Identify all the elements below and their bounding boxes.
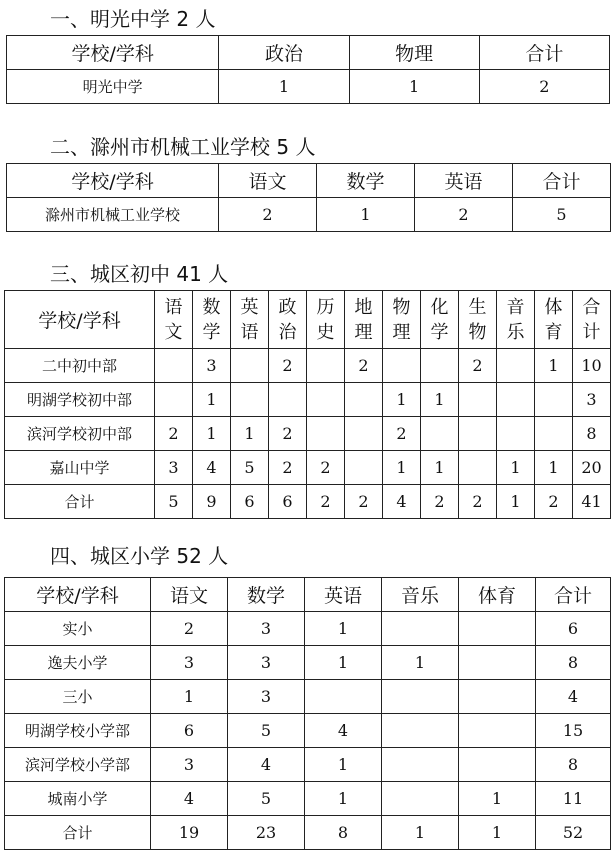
section-3-table bbox=[4, 290, 611, 519]
value-cell bbox=[345, 451, 383, 485]
value-cell: 1 bbox=[535, 349, 573, 383]
value-cell: 1 bbox=[349, 70, 479, 104]
value-cell bbox=[269, 383, 307, 417]
value-cell: 1 bbox=[459, 782, 536, 816]
header-cell: 英语 bbox=[305, 578, 382, 612]
value-cell bbox=[231, 349, 269, 383]
value-cell bbox=[382, 714, 459, 748]
value-cell: 1 bbox=[317, 198, 415, 232]
value-cell: 2 bbox=[535, 485, 573, 519]
value-cell: 41 bbox=[573, 485, 611, 519]
header-row bbox=[7, 36, 610, 70]
value-cell: 3 bbox=[573, 383, 611, 417]
value-cell: 3 bbox=[228, 612, 305, 646]
value-cell bbox=[459, 383, 497, 417]
header-cell: 合 计 bbox=[573, 291, 611, 349]
value-cell: 20 bbox=[573, 451, 611, 485]
value-cell: 1 bbox=[193, 417, 231, 451]
value-cell: 52 bbox=[536, 816, 611, 850]
table-row bbox=[7, 198, 611, 232]
value-cell: 2 bbox=[151, 612, 228, 646]
value-cell bbox=[345, 417, 383, 451]
table-row bbox=[5, 383, 611, 417]
value-cell: 10 bbox=[573, 349, 611, 383]
row-label: 明光中学 bbox=[7, 70, 219, 104]
value-cell: 8 bbox=[573, 417, 611, 451]
header-cell: 物理 bbox=[349, 36, 479, 70]
value-cell: 6 bbox=[231, 485, 269, 519]
value-cell bbox=[345, 383, 383, 417]
row-label: 明湖学校小学部 bbox=[5, 714, 151, 748]
value-cell: 6 bbox=[151, 714, 228, 748]
value-cell: 1 bbox=[305, 782, 382, 816]
value-cell bbox=[307, 349, 345, 383]
section-1-title: 一、明光中学 2 人 bbox=[50, 7, 216, 31]
value-cell: 4 bbox=[536, 680, 611, 714]
value-cell: 1 bbox=[151, 680, 228, 714]
header-cell: 语文 bbox=[219, 164, 317, 198]
value-cell: 1 bbox=[382, 646, 459, 680]
value-cell bbox=[535, 383, 573, 417]
row-label: 明湖学校初中部 bbox=[5, 383, 155, 417]
header-cell: 语 文 bbox=[155, 291, 193, 349]
value-cell: 3 bbox=[228, 646, 305, 680]
section-2-table bbox=[6, 163, 611, 232]
value-cell bbox=[459, 748, 536, 782]
header-cell: 化 学 bbox=[421, 291, 459, 349]
value-cell bbox=[382, 612, 459, 646]
value-cell bbox=[307, 417, 345, 451]
value-cell: 5 bbox=[231, 451, 269, 485]
value-cell: 1 bbox=[421, 383, 459, 417]
value-cell: 1 bbox=[305, 612, 382, 646]
value-cell: 1 bbox=[193, 383, 231, 417]
header-cell: 合计 bbox=[479, 36, 609, 70]
row-label: 二中初中部 bbox=[5, 349, 155, 383]
header-row bbox=[5, 291, 611, 349]
value-cell bbox=[459, 451, 497, 485]
value-cell: 1 bbox=[383, 451, 421, 485]
value-cell bbox=[497, 383, 535, 417]
value-cell: 1 bbox=[535, 451, 573, 485]
value-cell: 4 bbox=[383, 485, 421, 519]
value-cell: 1 bbox=[305, 748, 382, 782]
value-cell: 19 bbox=[151, 816, 228, 850]
row-label: 嘉山中学 bbox=[5, 451, 155, 485]
value-cell bbox=[155, 383, 193, 417]
value-cell bbox=[459, 646, 536, 680]
row-label: 合计 bbox=[5, 816, 151, 850]
section-2-title: 二、滁州市机械工业学校 5 人 bbox=[50, 135, 316, 159]
value-cell: 2 bbox=[155, 417, 193, 451]
value-cell: 11 bbox=[536, 782, 611, 816]
value-cell: 9 bbox=[193, 485, 231, 519]
value-cell: 2 bbox=[269, 349, 307, 383]
value-cell: 3 bbox=[155, 451, 193, 485]
header-cell: 音 乐 bbox=[497, 291, 535, 349]
value-cell: 6 bbox=[536, 612, 611, 646]
value-cell bbox=[459, 417, 497, 451]
value-cell: 2 bbox=[459, 485, 497, 519]
value-cell: 5 bbox=[228, 714, 305, 748]
value-cell: 2 bbox=[383, 417, 421, 451]
header-cell: 体 育 bbox=[535, 291, 573, 349]
header-cell: 生 物 bbox=[459, 291, 497, 349]
value-cell bbox=[535, 417, 573, 451]
table-row bbox=[5, 748, 611, 782]
value-cell bbox=[383, 349, 421, 383]
header-school-subject: 学校/学科 bbox=[5, 578, 151, 612]
value-cell: 2 bbox=[421, 485, 459, 519]
header-cell: 地 理 bbox=[345, 291, 383, 349]
section-3-title: 三、城区初中 41 人 bbox=[50, 262, 229, 286]
table-row bbox=[5, 612, 611, 646]
value-cell bbox=[305, 680, 382, 714]
value-cell: 1 bbox=[305, 646, 382, 680]
value-cell: 1 bbox=[497, 485, 535, 519]
header-school-subject: 学校/学科 bbox=[7, 164, 219, 198]
value-cell bbox=[497, 349, 535, 383]
table-row bbox=[7, 70, 610, 104]
value-cell bbox=[155, 349, 193, 383]
section-4-title: 四、城区小学 52 人 bbox=[50, 544, 229, 568]
table-row bbox=[5, 680, 611, 714]
header-cell: 物 理 bbox=[383, 291, 421, 349]
value-cell bbox=[307, 383, 345, 417]
value-cell bbox=[382, 748, 459, 782]
value-cell bbox=[382, 782, 459, 816]
value-cell bbox=[421, 349, 459, 383]
value-cell bbox=[497, 417, 535, 451]
value-cell: 2 bbox=[459, 349, 497, 383]
value-cell: 2 bbox=[415, 198, 513, 232]
value-cell: 4 bbox=[228, 748, 305, 782]
header-row bbox=[5, 578, 611, 612]
value-cell: 1 bbox=[219, 70, 349, 104]
value-cell bbox=[231, 383, 269, 417]
value-cell: 3 bbox=[151, 748, 228, 782]
header-cell: 合计 bbox=[536, 578, 611, 612]
value-cell: 5 bbox=[155, 485, 193, 519]
value-cell: 6 bbox=[269, 485, 307, 519]
row-label: 逸夫小学 bbox=[5, 646, 151, 680]
header-row bbox=[7, 164, 611, 198]
header-cell: 历 史 bbox=[307, 291, 345, 349]
value-cell: 4 bbox=[305, 714, 382, 748]
row-label: 滨河学校初中部 bbox=[5, 417, 155, 451]
value-cell bbox=[459, 680, 536, 714]
value-cell: 2 bbox=[219, 198, 317, 232]
value-cell: 8 bbox=[536, 748, 611, 782]
table-row bbox=[5, 451, 611, 485]
table-row bbox=[5, 816, 611, 850]
table-row bbox=[5, 646, 611, 680]
value-cell: 2 bbox=[269, 451, 307, 485]
value-cell: 2 bbox=[307, 451, 345, 485]
row-label: 三小 bbox=[5, 680, 151, 714]
value-cell: 3 bbox=[151, 646, 228, 680]
value-cell: 1 bbox=[497, 451, 535, 485]
value-cell: 1 bbox=[383, 383, 421, 417]
header-cell: 数学 bbox=[228, 578, 305, 612]
value-cell: 8 bbox=[536, 646, 611, 680]
header-cell: 政治 bbox=[219, 36, 349, 70]
header-cell: 数学 bbox=[317, 164, 415, 198]
table-row bbox=[5, 485, 611, 519]
table-row bbox=[5, 417, 611, 451]
header-school-subject: 学校/学科 bbox=[5, 291, 155, 349]
table-row bbox=[5, 714, 611, 748]
header-school-subject: 学校/学科 bbox=[7, 36, 219, 70]
value-cell: 5 bbox=[513, 198, 611, 232]
row-label: 合计 bbox=[5, 485, 155, 519]
value-cell bbox=[421, 417, 459, 451]
value-cell: 15 bbox=[536, 714, 611, 748]
value-cell: 2 bbox=[345, 485, 383, 519]
table-row bbox=[5, 782, 611, 816]
value-cell bbox=[459, 714, 536, 748]
value-cell: 1 bbox=[231, 417, 269, 451]
table-row bbox=[5, 349, 611, 383]
header-cell: 英 语 bbox=[231, 291, 269, 349]
row-label: 滁州市机械工业学校 bbox=[7, 198, 219, 232]
value-cell: 1 bbox=[459, 816, 536, 850]
value-cell: 2 bbox=[307, 485, 345, 519]
value-cell: 2 bbox=[269, 417, 307, 451]
value-cell bbox=[459, 612, 536, 646]
value-cell: 23 bbox=[228, 816, 305, 850]
value-cell: 1 bbox=[382, 816, 459, 850]
section-4-table bbox=[4, 577, 611, 850]
header-cell: 音乐 bbox=[382, 578, 459, 612]
value-cell: 8 bbox=[305, 816, 382, 850]
header-cell: 体育 bbox=[459, 578, 536, 612]
row-label: 实小 bbox=[5, 612, 151, 646]
header-cell: 合计 bbox=[513, 164, 611, 198]
value-cell: 1 bbox=[421, 451, 459, 485]
row-label: 城南小学 bbox=[5, 782, 151, 816]
value-cell: 4 bbox=[193, 451, 231, 485]
value-cell: 2 bbox=[345, 349, 383, 383]
value-cell: 4 bbox=[151, 782, 228, 816]
row-label: 滨河学校小学部 bbox=[5, 748, 151, 782]
value-cell: 5 bbox=[228, 782, 305, 816]
value-cell: 3 bbox=[228, 680, 305, 714]
header-cell: 政 治 bbox=[269, 291, 307, 349]
value-cell bbox=[382, 680, 459, 714]
section-1-table bbox=[6, 35, 610, 104]
header-cell: 数 学 bbox=[193, 291, 231, 349]
value-cell: 2 bbox=[479, 70, 609, 104]
header-cell: 语文 bbox=[151, 578, 228, 612]
header-cell: 英语 bbox=[415, 164, 513, 198]
value-cell: 3 bbox=[193, 349, 231, 383]
